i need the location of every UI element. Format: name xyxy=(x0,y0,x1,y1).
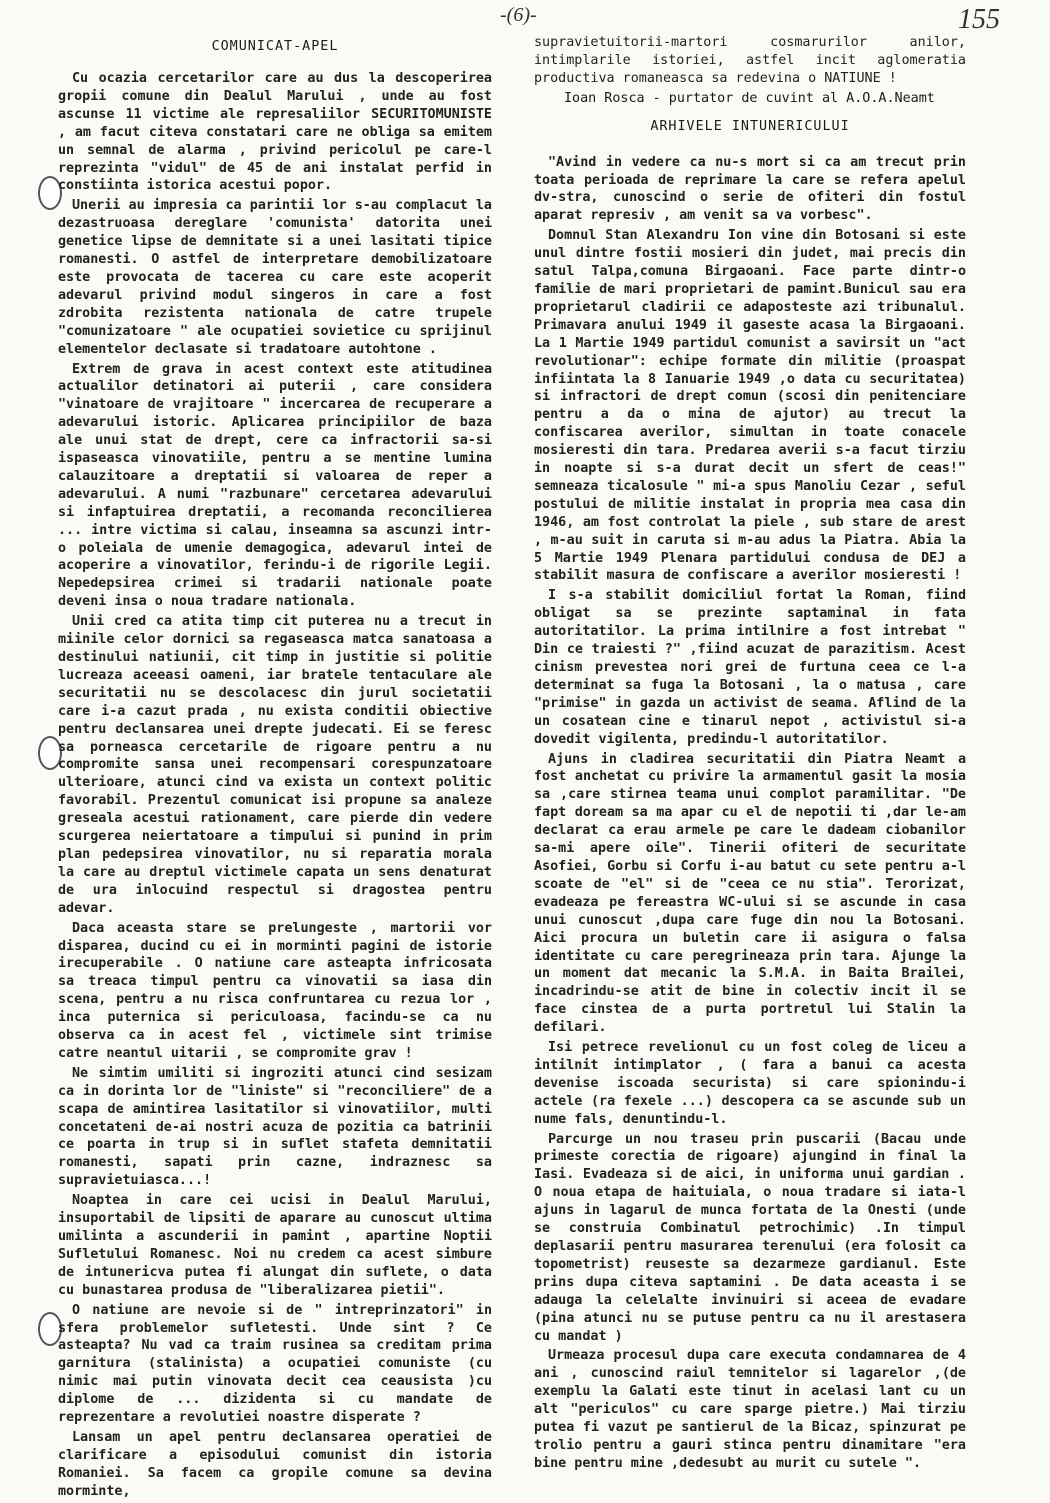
continuation-line: supravietuitorii-martori cosmarurilor anilor, intimplarile istoriei, astfel incit aglomeratia productiva romaneasca sa redevina o NATIUNE ! xyxy=(534,35,966,86)
right-column xyxy=(534,34,966,1475)
paragraph: Daca aceasta stare se prelungeste , martorii vor disparea, ducind cu ei in morminti pagini de istorie irecuperabile . O natiune care asteapta infricosata sa treaca timpul pentru ca vinovatii sa iasa din scena, pentru a nu risca confruntarea cu rezua lor , inca puternica si periculoasa, facindu-se ca nu observa ca in acest fel , victimele sint trimise catre neantul uitarii , se compromite grav ! xyxy=(58,920,492,1061)
sheet-number: 155 xyxy=(958,4,1000,35)
paragraph: Extrem de grava in acest context este atitudinea actualilor detinatori ai puterii , care considera "vinatoare de vrajitoare " incercarea de recuperare a adevarului istoric. Aplicarea principiilor de baza ale unui stat de drept, cere ca infractorii sa-si ispaseasca vinovatiile, pentru a se mentine lumina calauzitoare a dreptatii si valoarea de reper a adevarului. A numi "razbunare" cercetarea adevarului si infaptuirea dreptatii, a recomanda reconcilierea ... intre victima si calau, inseamna sa ascunzi intr-o poleiala de umenie demagogica, adevarul intei de acoperire a vinovatilor, ferindu-i de rigorile Legii. Nepedepsirea crimei si tradarii nationale poate deveni insa o noua tradare nationala. xyxy=(58,361,492,610)
paragraph: O natiune are nevoie si de " intreprinzatori" in sfera problemelor sufletesti. Unde sint ? Ce asteapta? Nu vad ca traim rusinea sa creditam prima garnitura (stalinista) a ocupatiei comuniste (cu nimic mai putin vinovata decit cea ceausista )cu diplome de ... dizidenta si cu mandate de reprezentare a revolutiei noastre disperate ? xyxy=(58,1302,492,1426)
paragraph: Urmeaza procesul dupa care executa condamnarea de 4 ani , cunoscind raiul temnitelor si lagarelor ,(de exemplu la Galati este tinut in acelasi lant cu un alt "periculos" cu care sparge pietre.) Mai tirziu putea fi vazut pe santierul de la Bicaz, spinzurat pe trolio pentru a gauri stinca pentru dinamitare "era bine pentru mine ,dedesubt au murit cu sutele ". xyxy=(534,1348,966,1471)
paragraph: Domnul Stan Alexandru Ion vine din Botosani si este unul dintre fostii mosieri din judet, mai precis din satul Talpa,comuna Birgaoani. Face parte dintr-o familie de mari proprietari de pamint.Bunicul sau era proprietarul cladirii ce adaposteste azi tribunalul. Primavara anului 1949 il gaseste acasa la Birgaoani. La 1 Martie 1949 partidul comunist a savirsit un "act revolutionar": echipe formate din militie (proaspat infiintata la 8 Ianuarie 1949 ,o data cu securitatea) si infractori de drept comun (scosi din penitenciare pentru a da o mina de ajutor) au trecut la confiscarea averilor, simultan in toate conacele mosieresti din tara. Predarea averii s-a facut tirziu in noapte si s-a durat decit un sfert de ceas!" semneaza ticalosule " mi-a spus Manoliu Cezar , seful postului de militie instalat in propria mea casa din 1946, am fost controlat la piele , sub stare de arest , m-au suit in caruta si m-au adus la Piatra. Abia la 5 Martie 1949 Plenara partidului condusa de DEJ a stabilit masura de confiscare a averilor mosieresti ! xyxy=(534,228,966,584)
paragraph: Ajuns in cladirea securitatii din Piatra Neamt a fost anchetat cu privire la armamentul gasit la mosia sa ,care stirnea teama unui complot paramilitar. "De fapt doream sa ma apar cu el de nepotii ti ,dar le-am declarat ca erau armele pe care le dadeam ciobanilor sa-mi apere oile". Tinerii ofiteri de securitate Asofiei, Gorbu si Corfu i-au batut cu sete pentru a-l scoate de "el" si de "ceea ce nu stia". Terorizat, evadeaza pe fereastra WC-ului si se ascunde in casa unui cunoscut ,dupa care fuge din nou la Botosani. Aici procura un buletin care ii asigura o falsa identitate cu care peregrineaza prin tara. Ajunge la un moment dat mecanic la S.M.A. in Baita Brailei, incadrindu-se atit de bine in colectiv incit il se face cinstea de a purta portretul lui Stalin la defilari. xyxy=(534,751,966,1036)
paragraph: Unerii au impresia ca parintii lor s-au complacut la dezastruoasa dereglare 'comunista' datorita unei genetice lipse de demnitate si a unei lasitati tipice romanesti. O astfel de interpretare demobilizatoare este provocata de tacerea cu care este acoperit adevarul privind modul singeros in care a fost zdrobita rezistenta nationala de catre trupele "comunizatoare " ale ocupatiei sovietice cu sprijinul elementelor declasate si tradatoare autohtone . xyxy=(58,198,492,357)
signature-line: Ioan Rosca - purtator de cuvint al A.O.A.Neamt xyxy=(564,90,935,106)
left-column xyxy=(58,38,492,1503)
right-heading: ARHIVELE INTUNERICULUI xyxy=(650,118,850,134)
paragraph: Lansam un apel pentru declansarea operatiei de clarificare a episodului comunist din istoria Romaniei. Sa facem ca gropile comune sa devina morminte, xyxy=(58,1429,492,1499)
paragraph: Ne simtim umiliti si ingroziti atunci cind sesizam ca in dorinta lor de "liniste" si "reconciliere" de a scapa de amintirea lasitatilor si vinovatiilor, multi concetateni de-ai nostri acuza de pozitia ca batrinii ce poarta in trup si in suflet stafeta demnitatii romanesti, sapati prin cazne, indraznesc sa supravietuiasca...! xyxy=(58,1065,492,1189)
paragraph: Unii cred ca atita timp cit puterea nu a trecut in miinile celor dornici sa regaseasca matca sanatoasa a destinului natiunii, cit timp in justitie si politie lucreaza aceeasi oameni, iar bratele tentaculare ale securitatii nu se descolacesc din jurul societatii care i-a cazut prada , nu exista conditii obiective pentru declansarea unei drepte judecati. Ei se feresc sa porneasca cercetarile de rigoare pentru a nu compromite sansa unei recompensari corespunzatoare ulterioare, atunci cind va exista un context politic favorabil. Prezentul comunicat isi propune sa analeze greseala acestui rationament, care pierde din vedere scurgerea neiertatoare a timpului si punind in prim plan pedepsirea vinovatilor, nu si reparatia morala la care au dreptul victimele capata un sens denaturat de ura inlocuind respectul si dragostea pentru adevar. xyxy=(58,614,492,916)
paragraph: Parcurge un nou traseu prin puscarii (Bacau unde primeste corectia de rigoare) ajungind in final la Iasi. Evadeaza si de aici, in uniforma unui gardian . O noua etapa de haituiala, o noua tradare si iata-l ajuns in lagarul de munca fortata de la Onesti (unde se construia Combinatul petrochimic) .In timpul deplasarii pentru masurarea terenului (era folosit ca topometrist) reuseste sa dezarmeze gardianul. Este prins dupa citeva saptamini . De data aceasta i se adauga la celelalte invinuiri si aceea de evadare (pina atunci nu se putuse pentru ca nu il arestasera cu mandat ) xyxy=(534,1131,966,1344)
paragraph: I s-a stabilit domiciliul fortat la Roman, fiind obligat sa se prezinte saptaminal in fata autoritatilor. La prima intilnire a fost intrebat " Din ce traiesti ?" ,fiind acuzat de parazitism. Acest cinism prevestea nori grei de furtuna ceea ce l-a determinat sa fuga la Botosani , la o matusa , care "primise" in gazda un activist de seama. Aflind de la un cosatean cine e tinarul nepot , activistul si-a dovedit vigilenta, predindu-l autoritatilor. xyxy=(534,588,966,747)
top-lines xyxy=(534,34,966,88)
paragraph: "Avind in vedere ca nu-s mort si ca am trecut prin toata perioada de reprimare la care se refera apelul dv-stra, cunoscind o serie de ofiteri din fostul aparat represiv , am venit sa va vorbesc". xyxy=(534,154,966,224)
paragraph: Noaptea in care cei ucisi in Dealul Marului, insuportabil de lipsiti de aparare au cunoscut ultima umilinta a ascunderii in pamint , apartine Noptii Sufletului Romanesc. Noi nu credem ca acest simbure de intunericva putea fi alungat din suflete, o data cu bunastarea produsa de "liberalizarea pietii". xyxy=(58,1193,492,1298)
paragraph: Isi petrece revelionul cu un fost coleg de liceu a intilnit intimplator , ( fara a banui ca acesta devenise iscoada securista) si care spionindu-i actele (ra fexele ...) descopera ca se ascunde sub un nume fals, denuntindu-l. xyxy=(534,1040,966,1127)
left-heading: COMUNICAT-APEL xyxy=(211,39,339,54)
page-number: -(6)- xyxy=(500,4,537,26)
paragraph: Cu ocazia cercetarilor care au dus la descoperirea gropii comune din Dealul Marului , unde au fost ascunse 11 victime ale represaliilor SECURITOMUNISTE , am facut citeva constatari care ne obliga sa emitem un semnal de alarma , privind pericolul pe care-l reprezinta "vidul" de 45 de ani instalat perfid in constiinta istorica acestui popor. xyxy=(58,71,492,194)
